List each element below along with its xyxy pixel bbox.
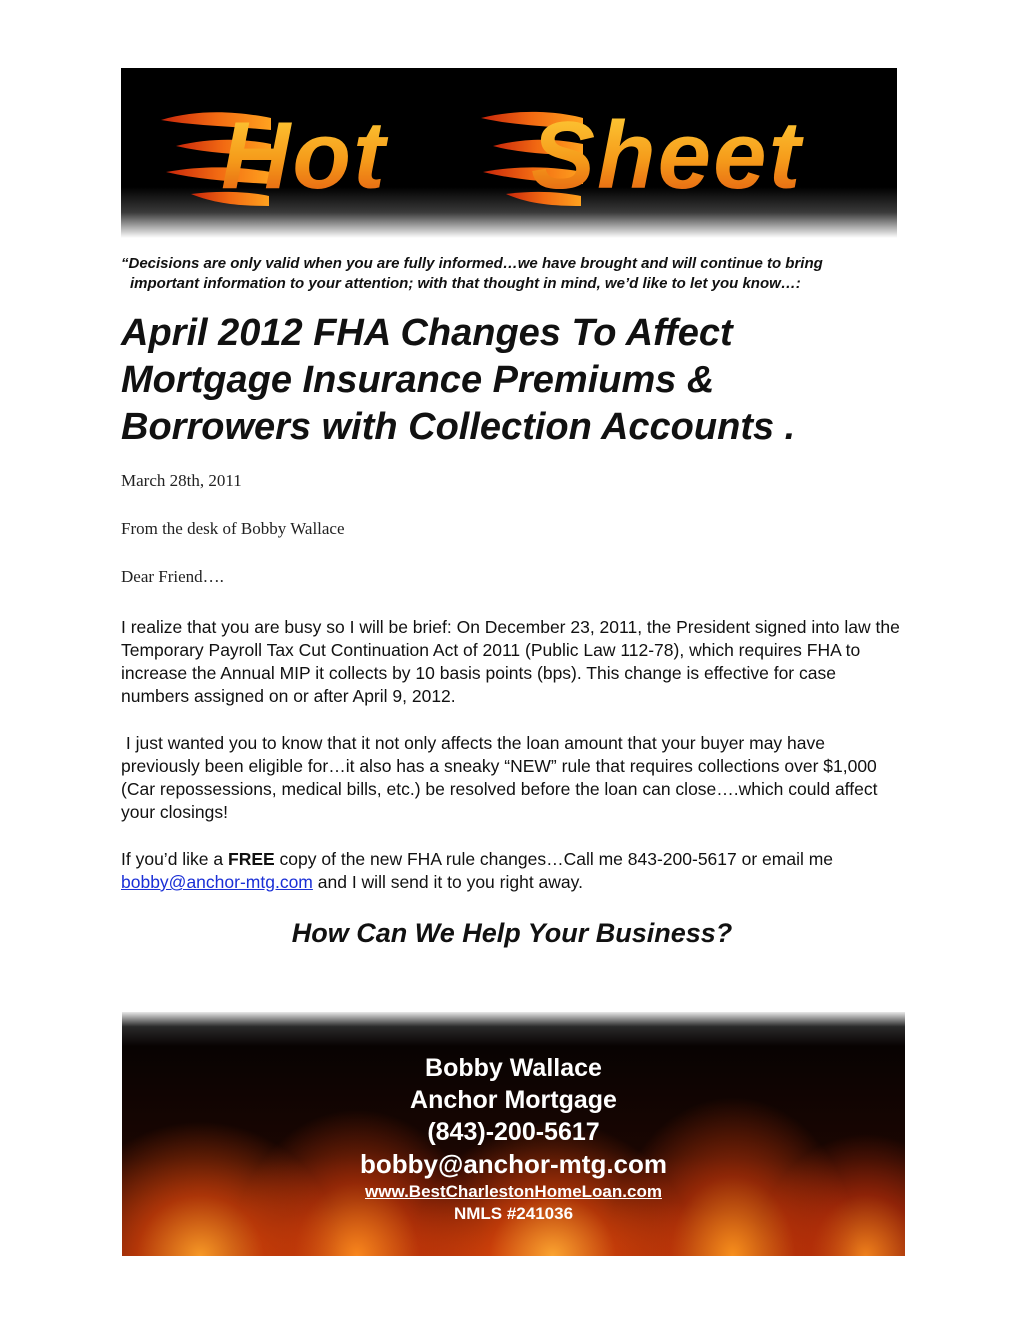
paragraph-3-text-start: If you’d like a (121, 849, 228, 869)
letter-greeting: Dear Friend…. (121, 567, 224, 586)
nmls-number: NMLS #241036 (453, 1204, 574, 1223)
svg-text:Hot: Hot (221, 102, 387, 209)
contact-phone: (843)-200-5617 (427, 1118, 600, 1146)
letter-date: March 28th, 2011 (121, 471, 242, 490)
body-paragraph-2: I just wanted you to know that it not only affects the loan amount that your buyer may have previously been eligible for…it also has a sneaky “NEW” rule that requires collections over $1,000 (Car repossessions, medical bills, etc.) be resolved before the loan can close….which could affect your closings! (121, 733, 883, 822)
contact-name: Bobby Wallace (425, 1054, 602, 1082)
email-link[interactable]: bobby@anchor-mtg.com (121, 872, 313, 892)
body-paragraph-1: I realize that you are busy so I will be brief: On December 23, 2011, the President signed into law the Temporary Payroll Tax Cut Continuation Act of 2011 (Public Law 112-78), which requires FHA to increase the Annual MIP it collects by 10 basis points (bps). This change is effective for case numbers assigned on or after April 9, 2012. (121, 617, 900, 706)
body-paragraph-3 (121, 848, 901, 894)
headline (121, 310, 921, 451)
letter-from: From the desk of Bobby Wallace (121, 519, 345, 538)
headline-line-1: April 2012 FHA Changes To Affect (121, 312, 733, 354)
hot-sheet-banner (121, 68, 897, 238)
intro-quote (121, 254, 911, 294)
headline-line-3: Borrowers with Collection Accounts . (121, 406, 796, 448)
contact-company: Anchor Mortgage (410, 1086, 617, 1114)
paragraph-3-text-middle: copy of the new FHA rule changes…Call me 843-200-5617 or email me (274, 849, 834, 869)
paragraph-3-text-end: and I will send it to you right away. (312, 872, 583, 892)
intro-quote-line-1: “Decisions are only valid when you are fully informed…we have brought and will continue to bring (121, 255, 823, 272)
hot-sheet-logo (121, 68, 897, 238)
contact-email: bobby@anchor-mtg.com (359, 1149, 668, 1179)
svg-text:Sheet: Sheet (531, 102, 803, 209)
intro-quote-line-2: important information to your attention; with that thought in mind, we’d like to let you know…: (130, 275, 801, 292)
contact-footer-banner (122, 1012, 905, 1256)
cta-heading: How Can We Help Your Business? (291, 918, 733, 948)
headline-line-2: Mortgage Insurance Premiums & (121, 359, 715, 401)
free-emphasis: FREE (228, 849, 275, 869)
website-link[interactable]: www.BestCharlestonHomeLoan.com (365, 1182, 662, 1201)
